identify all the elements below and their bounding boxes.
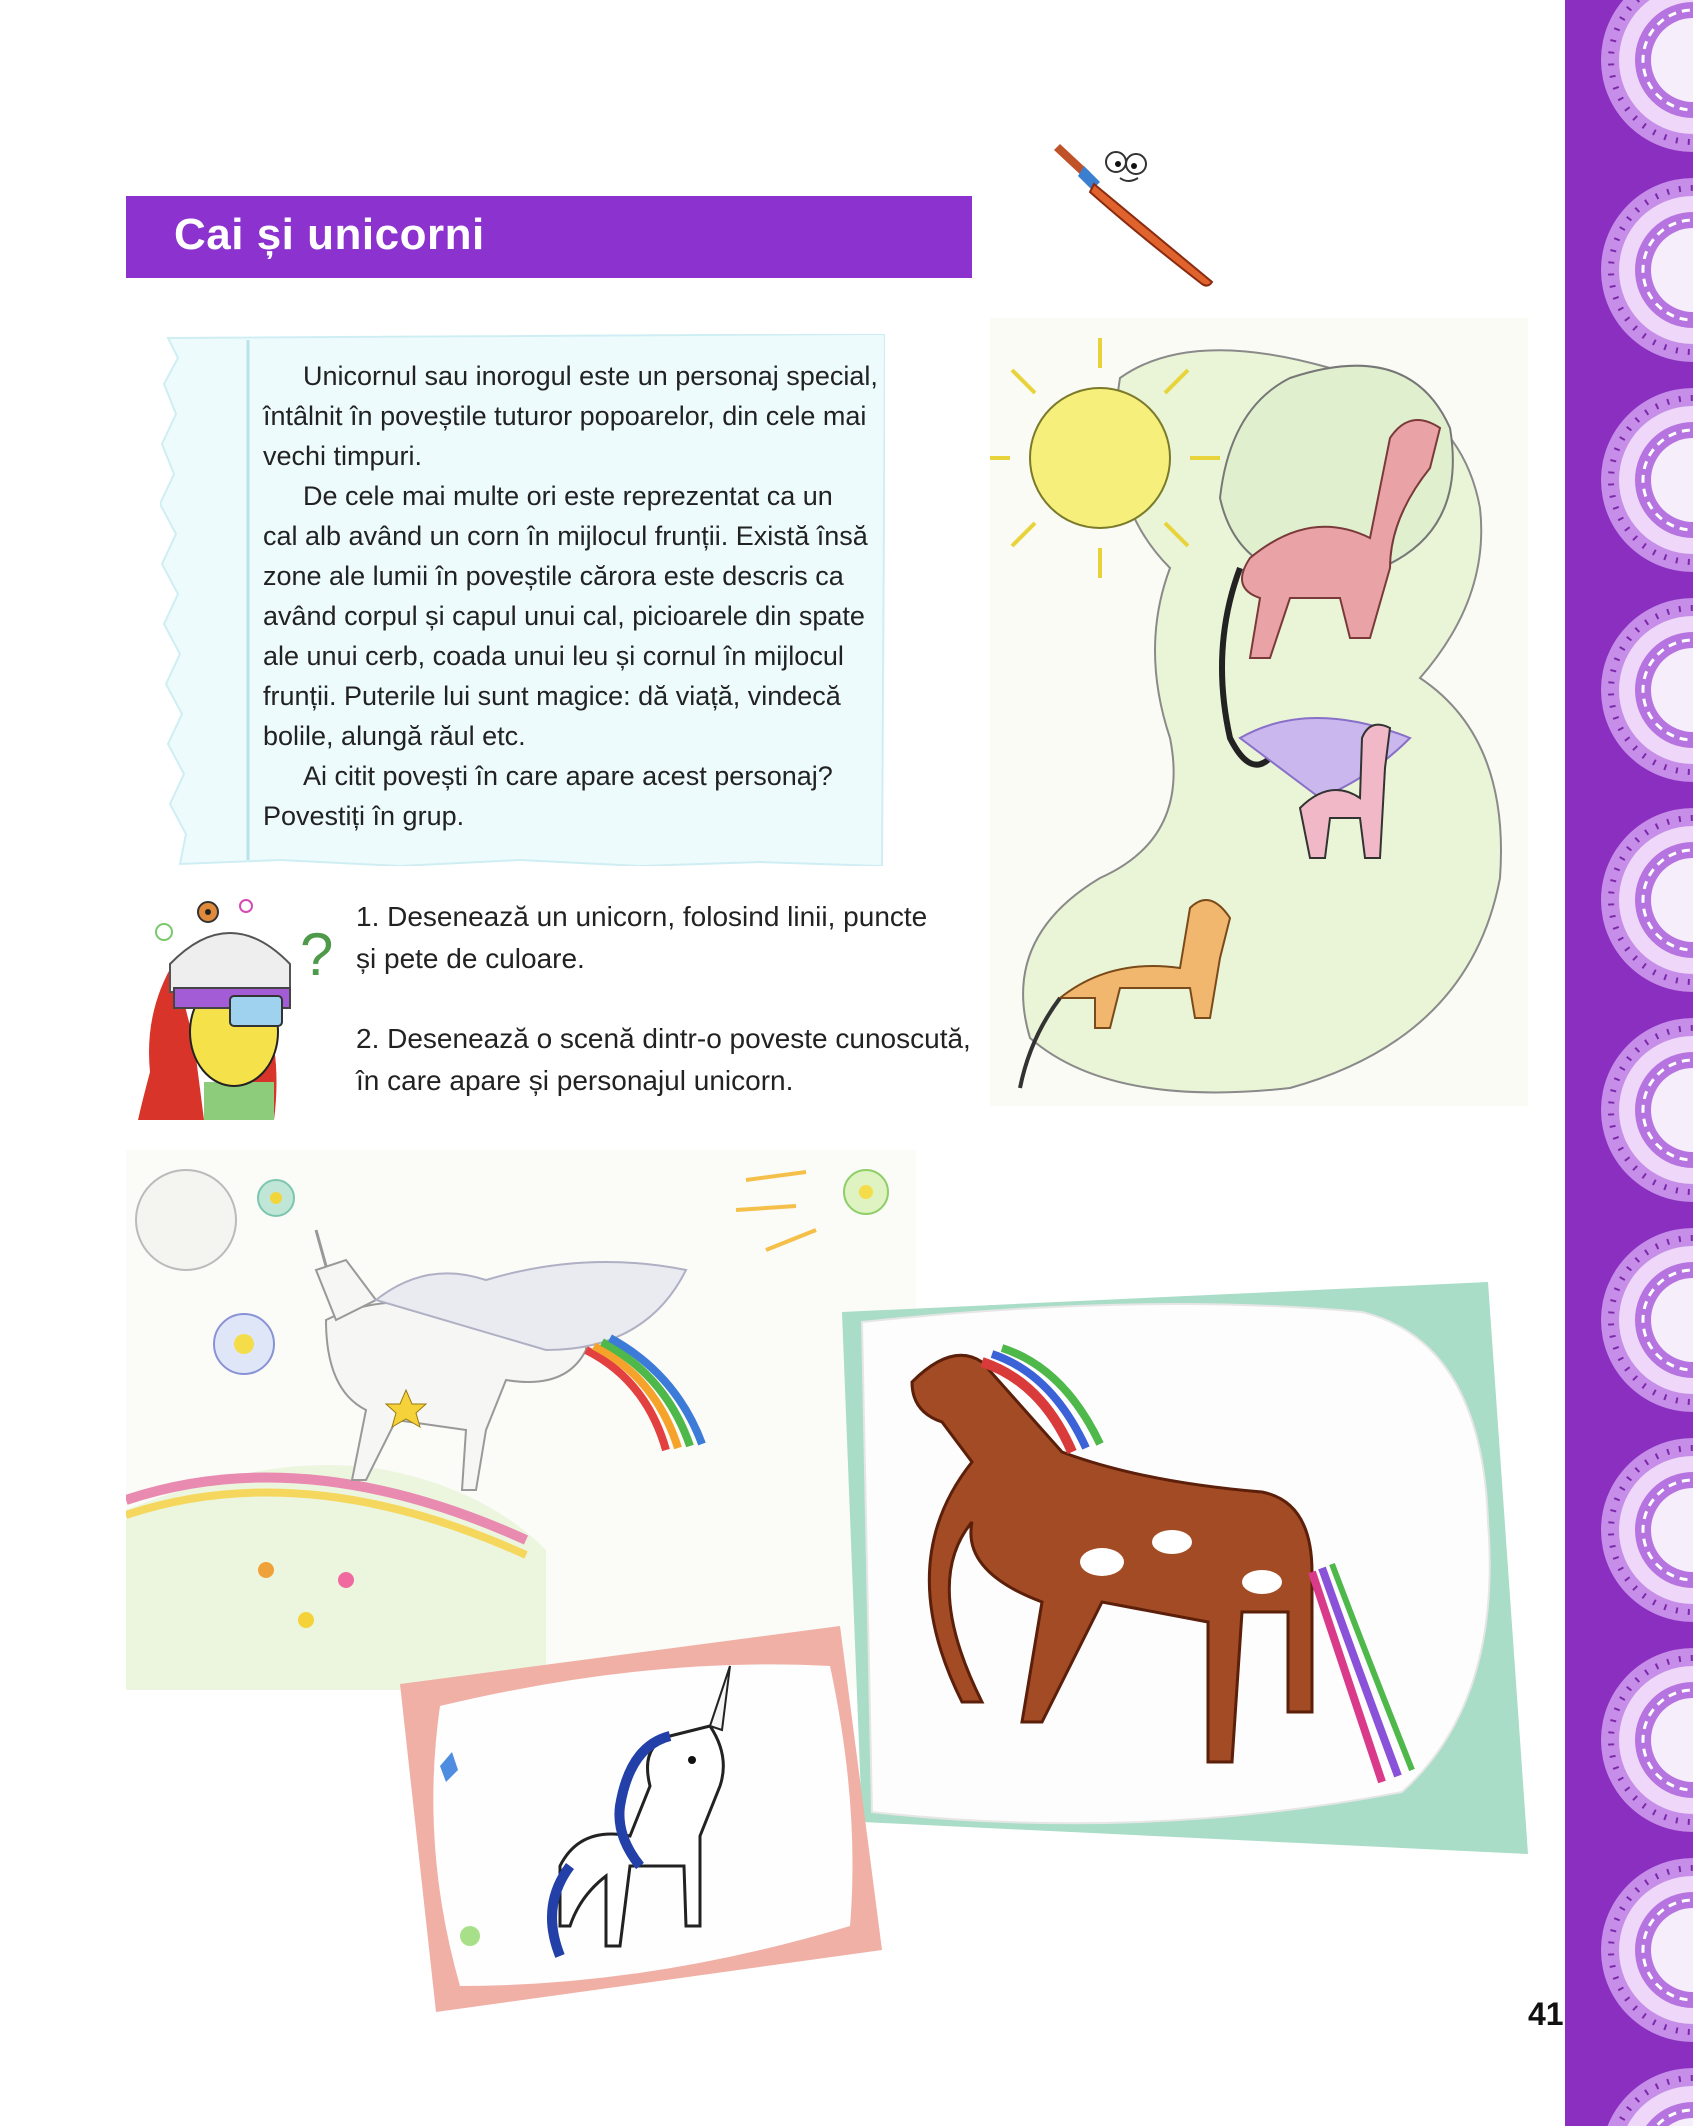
paragraph-2 <box>263 476 883 756</box>
task-line: 2. Desenează o scenă dintr-o poveste cunoscută, <box>356 1023 971 1054</box>
child-drawing-rainbow-unicorn <box>126 1150 916 1690</box>
text-line: având corpul și capul unui cal, picioarele din spate <box>263 601 865 631</box>
page-number: 41 <box>1528 1996 1564 2032</box>
child-drawing-brown-horse <box>842 1282 1528 1854</box>
task-1 <box>356 896 956 980</box>
text-line: ale unui cerb, coada unui leu și cornul în mijlocul <box>263 641 844 671</box>
decorative-sidebar <box>1565 0 1693 2126</box>
task-line: 1. Desenează un unicorn, folosind linii, puncte <box>356 901 928 932</box>
task-line: și pete de culoare. <box>356 943 585 974</box>
text-line: frunții. Puterile lui sunt magice: dă viață, vindecă <box>263 681 841 711</box>
task-2 <box>356 1018 971 1102</box>
paragraph-1 <box>263 356 883 476</box>
text-line: cal alb având un corn în mijlocul frunții. Există însă <box>263 521 868 551</box>
child-drawing-white-unicorn <box>400 1626 882 2012</box>
text-line: întâlnit în poveștile tuturor popoarelor, din cele mai <box>263 401 867 431</box>
text-line: zone ale lumii în poveștile cărora este descris ca <box>263 561 844 591</box>
section-title-bar <box>126 196 972 278</box>
text-line: De cele mai multe ori este reprezentat ca un <box>303 481 833 511</box>
text-line: vechi timpuri. <box>263 441 423 471</box>
text-line: Ai citit povești în care apare acest personaj? <box>303 761 833 791</box>
thinking-girl-mascot-icon <box>134 892 300 1122</box>
text-line: Povestiți în grup. <box>263 801 465 831</box>
child-drawing-sun-horses <box>990 318 1528 1106</box>
task-line: în care apare și personajul unicorn. <box>356 1065 794 1096</box>
text-line: Unicornul sau inorogul este un personaj special, <box>303 361 878 391</box>
paintbrush-mascot-icon <box>1040 132 1220 292</box>
question-mark-icon: ? <box>300 921 334 988</box>
page-title: Cai și unicorni <box>174 210 485 259</box>
text-line: bolile, alungă răul etc. <box>263 721 526 751</box>
paragraph-3 <box>263 756 883 836</box>
